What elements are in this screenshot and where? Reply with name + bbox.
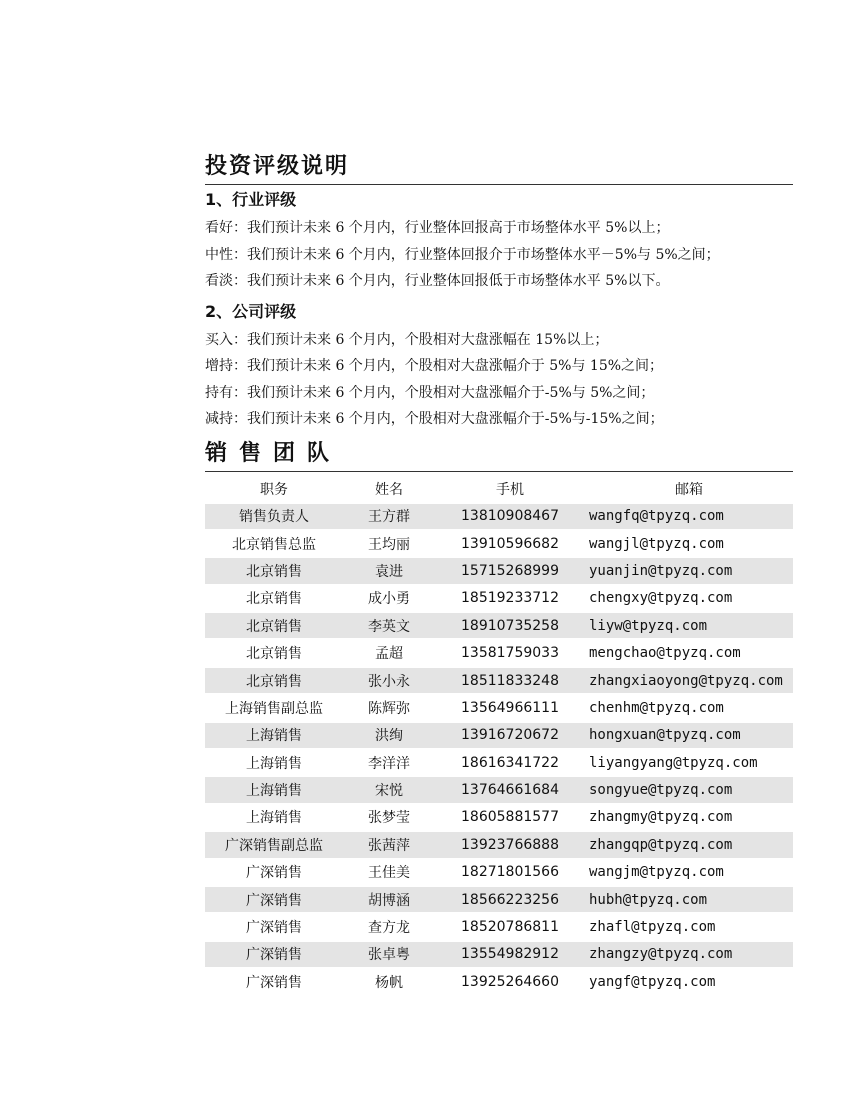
table-row (205, 668, 793, 693)
position-cell: 广深销售副总监 (205, 832, 343, 857)
position-cell: 广深销售 (246, 920, 302, 937)
email-cell: zhangzy@tpyzq.com (585, 942, 793, 967)
name-cell: 王方群 (343, 504, 435, 529)
name-cell: 洪绚 (343, 723, 435, 748)
name-cell: 宋悦 (343, 777, 435, 802)
table-row (205, 969, 793, 994)
phone-cell: 13923766888 (435, 832, 585, 857)
team-divider (205, 471, 793, 472)
email-cell: yangf@tpyzq.com (589, 973, 716, 990)
name-cell: 孟超 (375, 646, 403, 663)
company-rating-line: 持有：我们预计未来 6 个月内，个股相对大盘涨幅介于-5%与 5%之间； (205, 384, 655, 401)
header-position: 职务 (260, 481, 288, 498)
phone-cell: 13810908467 (435, 504, 585, 529)
header-email: 邮箱 (675, 481, 703, 498)
position-cell: 广深销售 (246, 865, 302, 882)
company-rating-heading: 2、公司评级 (205, 301, 297, 321)
company-rating-line: 增持：我们预计未来 6 个月内，个股相对大盘涨幅介于 5%与 15%之间； (205, 358, 664, 374)
name-cell: 李洋洋 (368, 755, 410, 772)
position-cell: 北京销售总监 (232, 536, 316, 553)
email-cell: liyw@tpyzq.com (585, 613, 793, 638)
company-rating-line: 减持：我们预计未来 6 个月内，个股相对大盘涨幅介于-5%与-15%之间； (205, 411, 664, 427)
phone-cell: 18519233712 (461, 590, 559, 607)
email-cell: wangfq@tpyzq.com (585, 504, 793, 529)
position-cell: 广深销售 (205, 887, 343, 912)
table-row (205, 887, 793, 912)
table-row (205, 613, 793, 638)
name-cell: 杨帆 (375, 974, 403, 991)
name-cell: 张茜萍 (343, 832, 435, 857)
company-rating-list (205, 327, 793, 433)
name-cell: 胡博涵 (343, 887, 435, 912)
industry-rating-heading: 1、行业评级 (205, 190, 297, 209)
phone-cell: 13764661684 (435, 777, 585, 802)
header-phone: 手机 (496, 481, 524, 498)
position-cell: 北京销售 (246, 646, 302, 663)
email-cell: zhangqp@tpyzq.com (585, 832, 793, 857)
email-cell: hongxuan@tpyzq.com (585, 723, 793, 748)
position-cell: 北京销售 (205, 613, 343, 638)
email-cell: zhangxiaoyong@tpyzq.com (585, 668, 793, 693)
email-cell: zhangmy@tpyzq.com (589, 809, 733, 826)
table-row (205, 723, 793, 748)
phone-cell: 18616341722 (461, 754, 559, 771)
email-cell: songyue@tpyzq.com (585, 777, 793, 802)
position-cell: 广深销售 (246, 974, 302, 991)
email-cell: yuanjin@tpyzq.com (585, 558, 793, 583)
table-row (205, 750, 793, 775)
table-row (205, 805, 793, 830)
position-cell: 销售负责人 (205, 504, 343, 529)
email-cell: hubh@tpyzq.com (585, 887, 793, 912)
email-cell: mengchao@tpyzq.com (589, 645, 741, 662)
position-cell: 北京销售 (246, 591, 302, 608)
industry-rating-line: 看好：我们预计未来 6 个月内，行业整体回报高于市场整体水平 5%以上； (205, 220, 670, 236)
industry-rating-list (205, 215, 793, 295)
position-cell: 上海销售 (246, 810, 302, 827)
name-cell: 成小勇 (368, 591, 410, 608)
email-cell: wangjm@tpyzq.com (589, 864, 724, 881)
position-cell: 上海销售 (205, 777, 343, 802)
phone-cell: 18511833248 (435, 668, 585, 693)
phone-cell: 13564966111 (461, 699, 559, 716)
email-cell: liyangyang@tpyzq.com (589, 754, 758, 771)
industry-rating-line: 中性：我们预计未来 6 个月内，行业整体回报介于市场整体水平－5%与 5%之间； (205, 246, 720, 263)
name-cell: 查方龙 (368, 920, 410, 937)
sales-team-title: 销售团队 (205, 440, 342, 466)
phone-cell: 18605881577 (461, 809, 559, 826)
table-row (205, 914, 793, 939)
name-cell: 陈辉弥 (368, 700, 410, 717)
email-cell: chenhm@tpyzq.com (589, 699, 724, 716)
table-row (205, 695, 793, 720)
email-cell: zhafl@tpyzq.com (589, 919, 716, 936)
sales-team-table (205, 474, 793, 997)
table-row (205, 942, 793, 967)
document-page (205, 150, 793, 997)
name-cell: 张卓粤 (343, 942, 435, 967)
table-row (205, 531, 793, 556)
phone-cell: 13925264660 (461, 973, 559, 990)
position-cell: 上海销售 (205, 723, 343, 748)
name-cell: 袁进 (343, 558, 435, 583)
position-cell: 上海销售副总监 (225, 700, 323, 717)
name-cell: 李英文 (343, 613, 435, 638)
name-cell: 张梦莹 (368, 810, 410, 827)
table-row (205, 586, 793, 611)
phone-cell: 13910596682 (461, 535, 559, 552)
name-cell: 王佳美 (368, 865, 410, 882)
phone-cell: 18910735258 (435, 613, 585, 638)
phone-cell: 18271801566 (461, 864, 559, 881)
table-row (205, 860, 793, 885)
phone-cell: 13916720672 (435, 723, 585, 748)
header-name: 姓名 (375, 481, 403, 498)
company-rating-line: 买入：我们预计未来 6 个月内，个股相对大盘涨幅在 15%以上； (205, 331, 609, 348)
position-cell: 北京销售 (205, 558, 343, 583)
phone-cell: 15715268999 (435, 558, 585, 583)
position-cell: 上海销售 (246, 755, 302, 772)
phone-cell: 13581759033 (461, 645, 559, 662)
email-cell: chengxy@tpyzq.com (589, 590, 733, 607)
name-cell: 王均丽 (368, 536, 410, 553)
table-row (205, 832, 793, 857)
rating-section-title: 投资评级说明 (205, 154, 350, 179)
phone-cell: 18520786811 (461, 919, 559, 936)
position-cell: 北京销售 (205, 668, 343, 693)
table-row (205, 640, 793, 665)
industry-rating-line: 看淡：我们预计未来 6 个月内，行业整体回报低于市场整体水平 5%以下。 (205, 273, 670, 289)
table-row (205, 777, 793, 802)
table-header-row (205, 476, 793, 502)
name-cell: 张小永 (343, 668, 435, 693)
phone-cell: 13554982912 (435, 942, 585, 967)
phone-cell: 18566223256 (435, 887, 585, 912)
email-cell: wangjl@tpyzq.com (589, 535, 724, 552)
position-cell: 广深销售 (205, 942, 343, 967)
table-row (205, 504, 793, 529)
table-row (205, 558, 793, 583)
